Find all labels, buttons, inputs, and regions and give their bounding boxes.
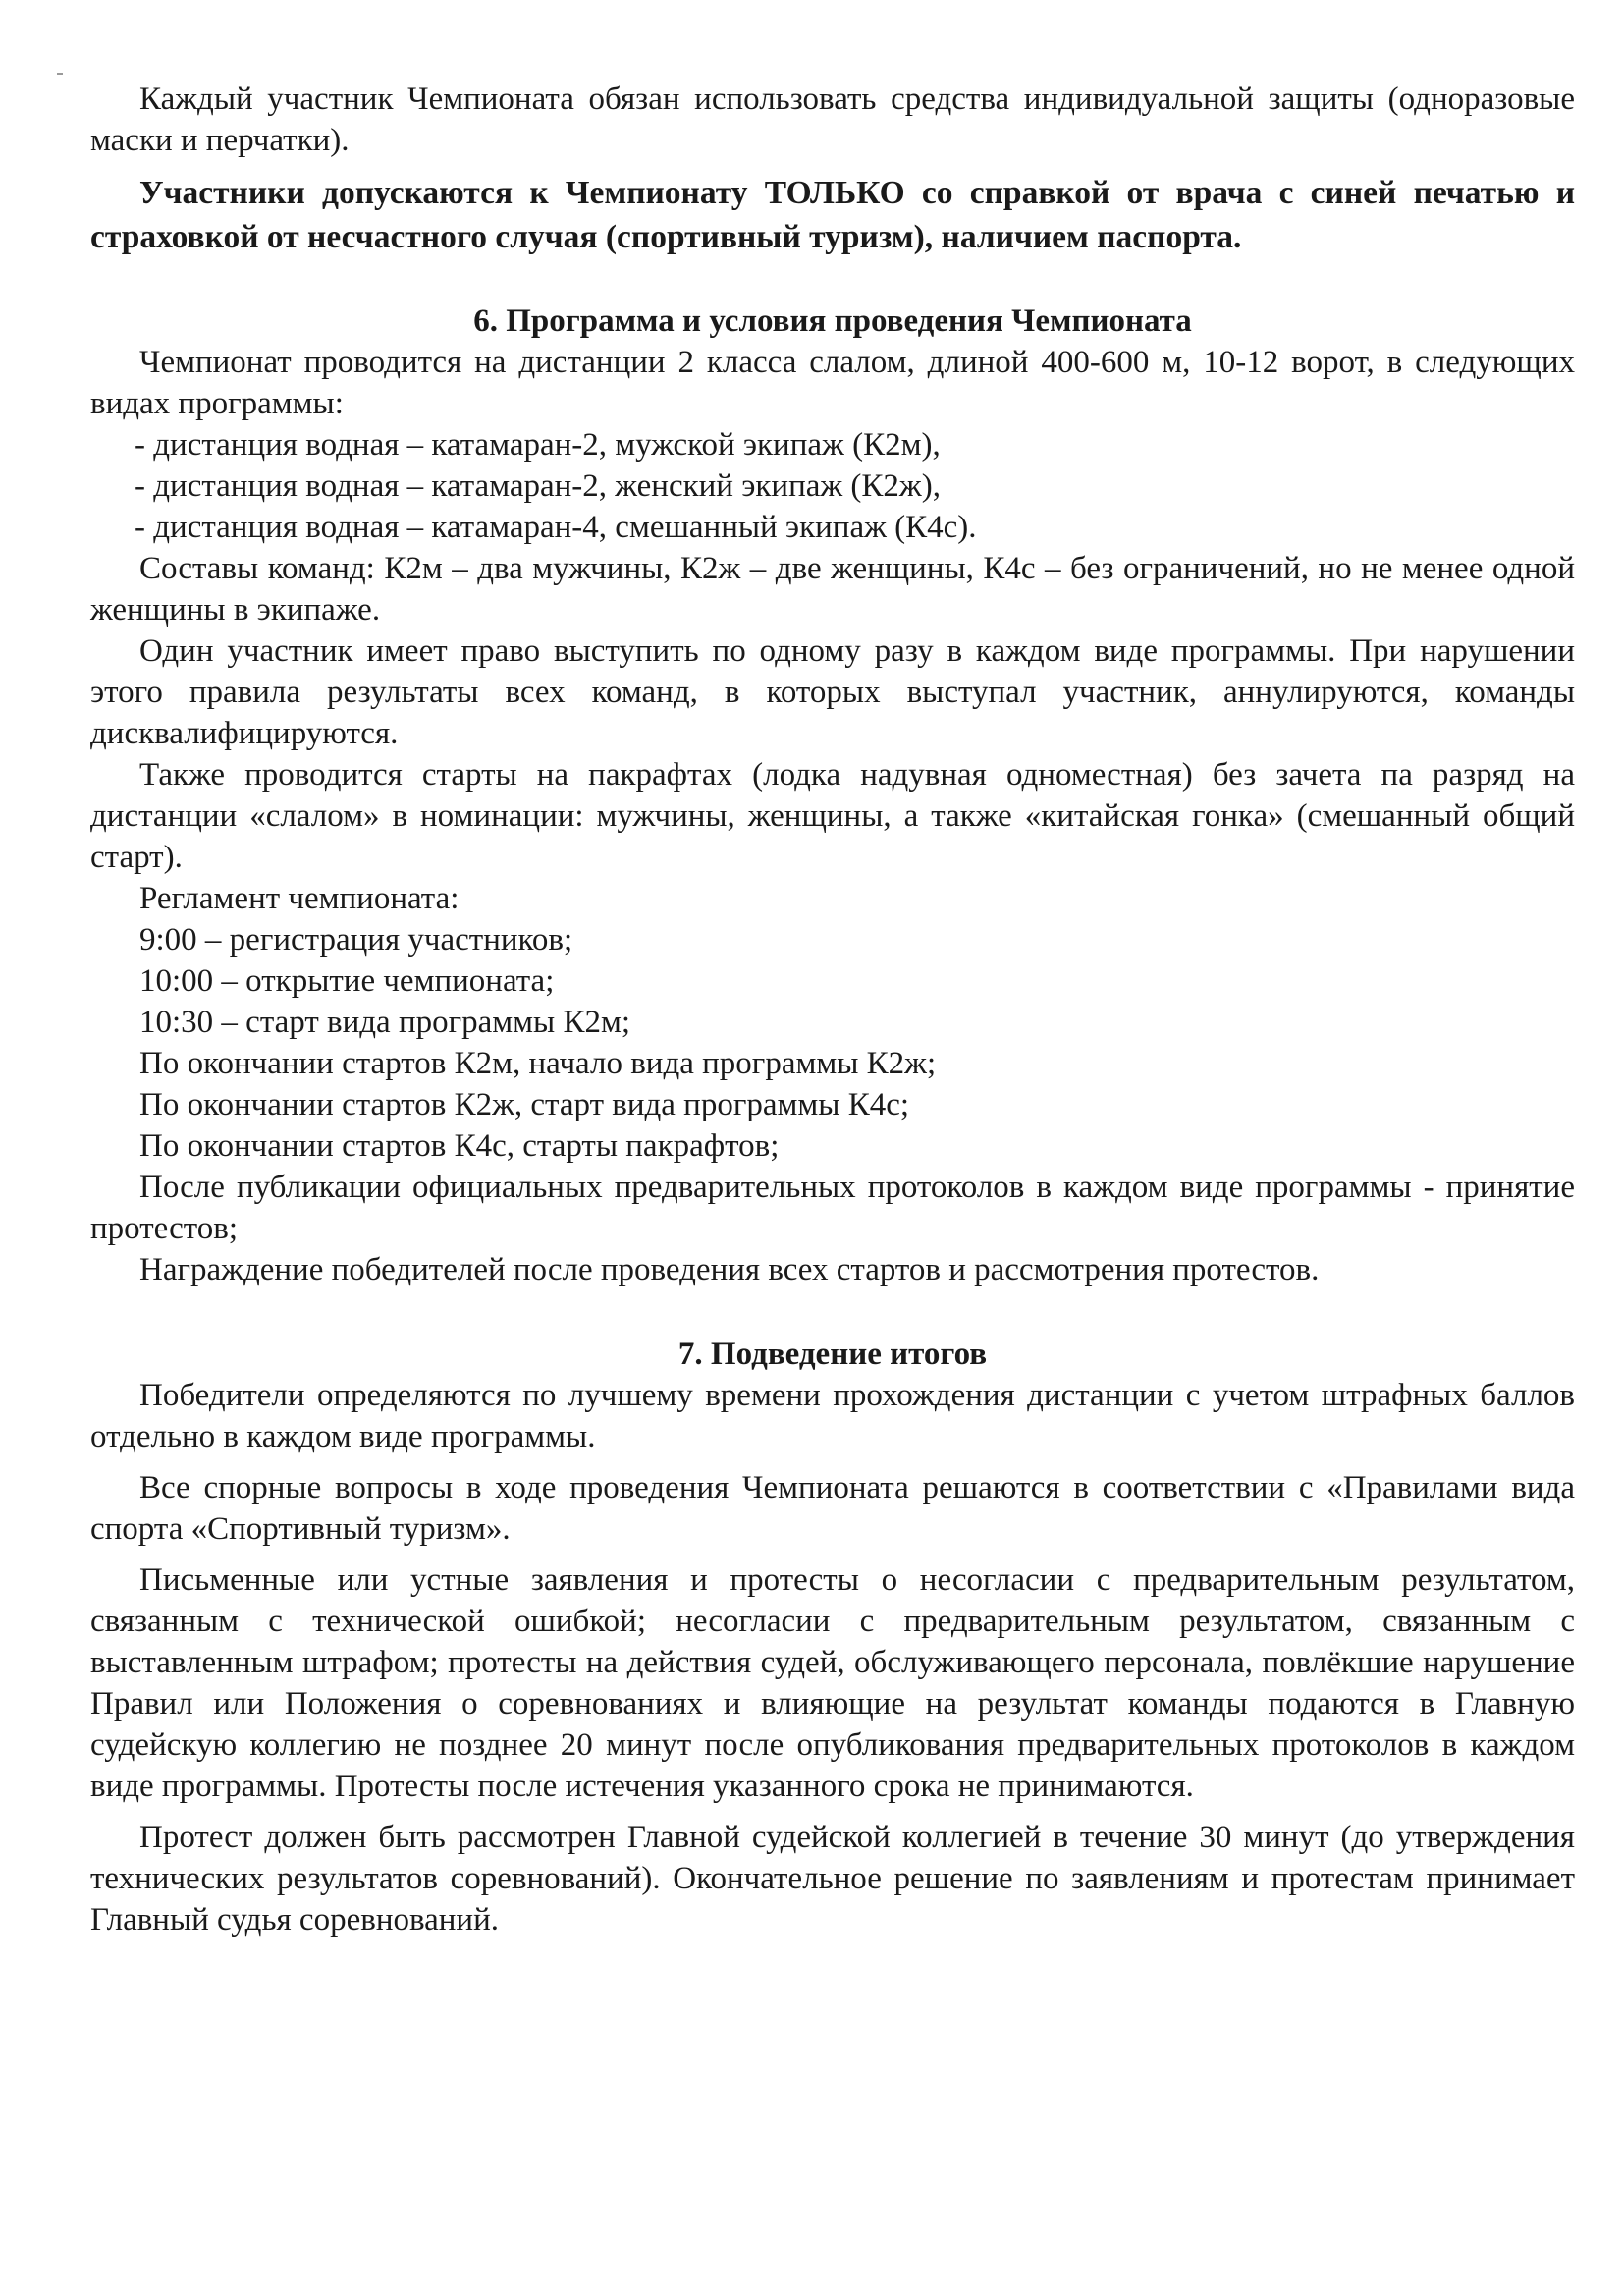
- packrafts-paragraph: Также проводится старты на пакрафтах (лодка надувная одноместная) без зачета па разряд на дистанции «слалом» в номинации: мужчины, женщины, а также «китайская гонка» (смешанный общий старт).: [90, 757, 1575, 875]
- paragraph-equipment: Каждый участник Чемпионата обязан использовать средства индивидуальной защиты (одноразовые маски и перчатки).: [90, 82, 1575, 158]
- awards-line: Награждение победителей после проведения всех стартов и рассмотрения протестов.: [139, 1252, 1320, 1287]
- section-6-intro: Чемпионат проводится на дистанции 2 класса слалом, длиной 400-600 м, 10-12 ворот, в следующих видах программы:: [90, 345, 1575, 421]
- paragraph-admission: Участники допускаются к Чемпионату ТОЛЬКО со справкой от врача с синей печатью и страховкой от несчастного случая (спортивный туризм), наличием паспорта.: [90, 175, 1575, 255]
- section-7-heading: 7. Подведение итогов: [677, 1337, 988, 1372]
- program-item: - дистанция водная – катамаран-4, смешанный экипаж (К4с).: [135, 510, 977, 545]
- schedule-item: По окончании стартов К2ж, старт вида программы К4с;: [139, 1087, 910, 1122]
- schedule-item: 10:00 – открытие чемпионата;: [139, 963, 555, 999]
- scan-mark: [57, 73, 63, 75]
- schedule-title: Регламент чемпионата:: [139, 881, 460, 916]
- schedule-item: 10:30 – старт вида программы К2м;: [139, 1005, 631, 1040]
- results-paragraph: Победители определяются по лучшему времени прохождения дистанции с учетом штрафных баллов отдельно в каждом виде программы.: [90, 1378, 1575, 1454]
- protests-line: После публикации официальных предварительных протоколов в каждом виде программы - принятие протестов;: [90, 1170, 1575, 1246]
- section-6-heading: 6. Программа и условия проведения Чемпионата: [473, 303, 1192, 339]
- program-item: - дистанция водная – катамаран-2, женский экипаж (К2ж),: [135, 468, 941, 504]
- schedule-item: 9:00 – регистрация участников;: [139, 922, 573, 957]
- protest-review-paragraph: Протест должен быть рассмотрен Главной судейской коллегией в течение 30 минут (до утверждения технических результатов соревнований). Окончательное решение по заявлениям и протестам принимает Главный судья соревнований.: [90, 1820, 1575, 1938]
- teams-paragraph: Составы команд: К2м – два мужчины, К2ж – две женщины, К4с – без ограничений, но не менее одной женщины в экипаже.: [90, 551, 1575, 628]
- document-page: [90, 79, 1575, 1941]
- schedule-item: По окончании стартов К4с, старты пакрафтов;: [139, 1128, 780, 1164]
- rule-paragraph: Один участник имеет право выступить по одному разу в каждом виде программы. При нарушении этого правила результаты всех команд, в которых выступал участник, аннулируются, команды дисквалифицируются.: [90, 633, 1575, 751]
- protests-paragraph: Письменные или устные заявления и протесты о несогласии с предварительным результатом, связанным с технической ошибкой; несогласии с предварительным результатом, связанным с выставленным штрафом; протесты на действия судей, обслуживающего персонала, повлёкшие нарушение Правил или Положения о соревнованиях и влияющие на результат команды подаются в Главную судейскую коллегию не позднее 20 минут после опубликования предварительных протоколов в каждом виде программы. Протесты после истечения указанного срока не принимаются.: [90, 1562, 1575, 1804]
- disputes-paragraph: Все спорные вопросы в ходе проведения Чемпионата решаются в соответствии с «Правилами вида спорта «Спортивный туризм».: [90, 1470, 1575, 1547]
- schedule-item: По окончании стартов К2м, начало вида программы К2ж;: [139, 1046, 937, 1081]
- program-item: - дистанция водная – катамаран-2, мужской экипаж (К2м),: [135, 427, 941, 463]
